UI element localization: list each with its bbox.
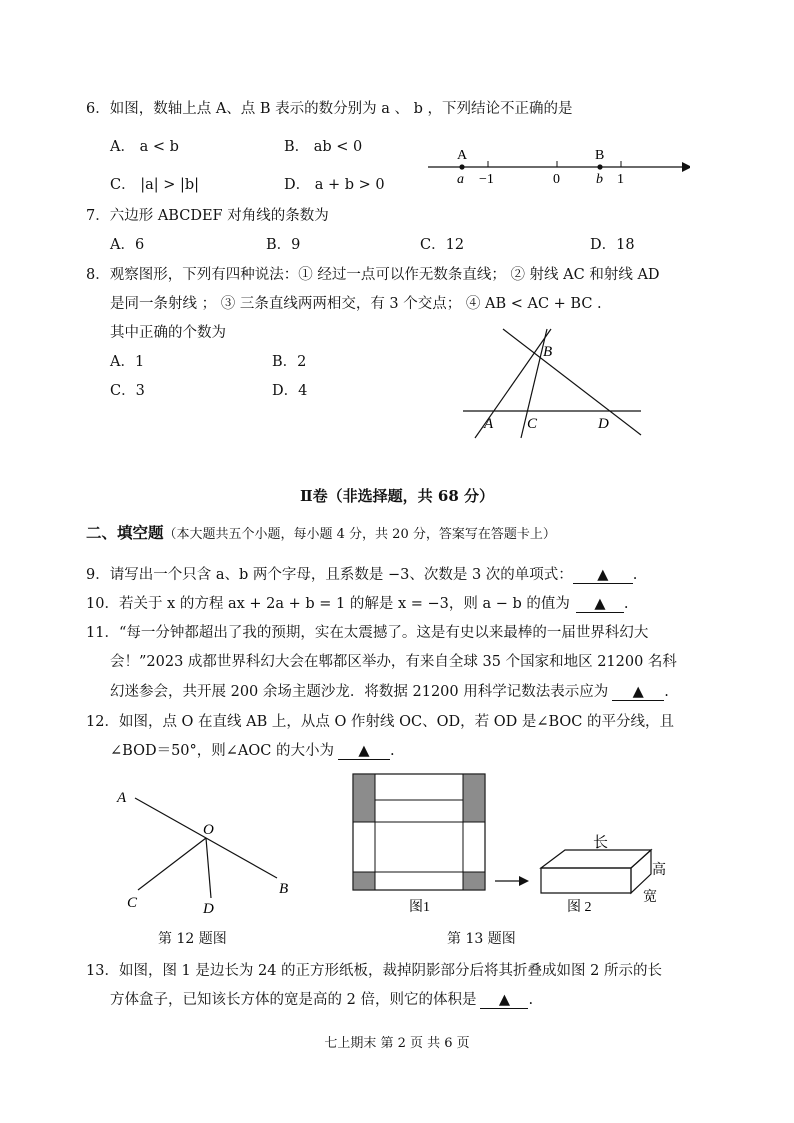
q8-line1: 8．观察图形，下列有四种说法：① 经过一点可以作无数条直线； ② 射线 AC 和射线 AD bbox=[86, 267, 660, 283]
q10-answer-blank: ▲ bbox=[576, 596, 624, 613]
q6-stem: 6．如图，数轴上点 A、点 B 表示的数分别为 a 、 b ，下列结论不正确的是 bbox=[86, 101, 573, 117]
q9 bbox=[86, 563, 637, 584]
q9-end: . bbox=[632, 567, 638, 583]
page-footer: 七上期末 第 2 页 共 6 页 bbox=[324, 1036, 470, 1051]
q11-line3-text: 幻迷参会，共开展 200 余场主题沙龙．将数据 21200 用科学记数法表示应为 bbox=[110, 684, 609, 700]
q6-option-b: B． ab < 0 bbox=[284, 139, 363, 155]
arrow-head bbox=[519, 876, 529, 886]
q7-option-d: D．18 bbox=[590, 237, 635, 253]
q11-line2: 会！”2023 成都世界科幻大会在郫都区举办，有来自全球 35 个国家和地区 21200 名科 bbox=[110, 654, 677, 670]
fill-heading bbox=[86, 521, 556, 543]
q12-answer-blank: ▲ bbox=[338, 743, 390, 760]
label-d: D bbox=[598, 416, 609, 432]
q13-line2 bbox=[110, 988, 533, 1009]
point-a-dot bbox=[459, 164, 464, 169]
box-front bbox=[541, 868, 631, 893]
q7-stem: 7．六边形 ABCDEF 对角线的条数为 bbox=[86, 208, 329, 224]
label-a: A bbox=[117, 790, 127, 806]
ray-od bbox=[206, 838, 211, 898]
q13-caption: 第 13 题图 bbox=[447, 931, 516, 947]
label-b: B bbox=[279, 881, 289, 897]
q12-line2 bbox=[110, 739, 395, 760]
section-title: Ⅱ卷（非选择题，共 68 分） bbox=[300, 487, 494, 505]
q13-answer-blank: ▲ bbox=[480, 992, 528, 1009]
label-c: C bbox=[527, 416, 538, 432]
length-label: 长 bbox=[593, 835, 609, 851]
q13-line1: 13．如图，图 1 是边长为 24 的正方形纸板，裁掉阴影部分后将其折叠成如图 2 所示的长 bbox=[86, 963, 663, 979]
label-one: 1 bbox=[617, 172, 624, 187]
q11-line1: 11．“每一分钟都超出了我的预期，实在太震撼了。这是有史以来最棒的一届世界科幻大 bbox=[86, 625, 649, 641]
q12-figure bbox=[105, 780, 305, 920]
fig2-label: 图 2 bbox=[567, 900, 592, 915]
height-label: 高 bbox=[652, 863, 666, 878]
fig1-label: 图1 bbox=[409, 900, 430, 915]
shade-tl bbox=[353, 774, 375, 822]
q8-line3: 其中正确的个数为 bbox=[110, 325, 226, 341]
q10 bbox=[86, 592, 629, 613]
q8-line2: 是同一条射线 ； ③ 三条直线两两相交，有 3 个交点； ④ AB < AC + BC . bbox=[110, 296, 602, 312]
q6-option-d: D． a + b > 0 bbox=[284, 177, 385, 193]
q7-option-c: C．12 bbox=[420, 237, 465, 253]
label-o: O bbox=[203, 822, 214, 838]
label-neg1: −1 bbox=[479, 172, 494, 187]
label-a: a bbox=[457, 172, 464, 187]
q8-option-c: C．3 bbox=[110, 383, 145, 399]
q11-answer-blank: ▲ bbox=[612, 684, 664, 701]
q13-figure bbox=[345, 770, 675, 920]
shade-br bbox=[463, 872, 485, 890]
label-zero: 0 bbox=[553, 172, 560, 187]
number-line-figure bbox=[420, 145, 690, 190]
q6-option-a: A． a < b bbox=[110, 139, 179, 155]
q9-text: 9．请写出一个只含 a、b 两个字母，且系数是 −3、次数是 3 次的单项式： bbox=[86, 567, 573, 583]
label-b: B bbox=[543, 344, 553, 360]
shade-bl bbox=[353, 872, 375, 890]
q8-figure bbox=[455, 325, 650, 445]
q13-line2-text: 方体盒子，已知该长方体的宽是高的 2 倍，则它的体积是 bbox=[110, 992, 477, 1008]
point-b-dot bbox=[597, 164, 602, 169]
q10-end: . bbox=[623, 596, 629, 612]
line-bd bbox=[503, 329, 641, 435]
q9-answer-blank: ▲ bbox=[573, 567, 633, 584]
q10-text: 10．若关于 x 的方程 ax + 2a + b = 1 的解是 x = −3，则 a − b 的值为 bbox=[86, 596, 570, 612]
q12-end: . bbox=[390, 743, 395, 759]
number-line-arrow bbox=[682, 162, 690, 172]
fill-title: 二、填空题 bbox=[86, 523, 164, 542]
label-a: A bbox=[484, 416, 494, 432]
label-d: D bbox=[203, 901, 214, 917]
ray-oc bbox=[138, 838, 206, 890]
q11-end: . bbox=[664, 684, 669, 700]
shade-tr bbox=[463, 774, 485, 822]
q11-line3 bbox=[110, 680, 669, 701]
box-side bbox=[631, 850, 651, 893]
q8-option-b: B．2 bbox=[272, 354, 307, 370]
q12-line1: 12．如图，点 O 在直线 AB 上，从点 O 作射线 OC、OD，若 OD 是∠BOC 的平分线，且 bbox=[86, 714, 675, 730]
q7-option-b: B．9 bbox=[266, 237, 301, 253]
q6-option-c: C． |a| > |b| bbox=[110, 177, 200, 193]
label-point-a: A bbox=[457, 148, 468, 163]
q13-end: . bbox=[528, 992, 534, 1008]
label-b: b bbox=[596, 172, 603, 187]
q12-caption: 第 12 题图 bbox=[158, 931, 227, 947]
q8-option-d: D．4 bbox=[272, 383, 308, 399]
q8-option-a: A．1 bbox=[110, 354, 145, 370]
width-label: 宽 bbox=[643, 890, 657, 905]
q12-line2-text: ∠BOD＝50°，则∠AOC 的大小为 bbox=[110, 743, 334, 759]
fill-note: （本大题共五个小题，每小题 4 分，共 20 分，答案写在答题卡上） bbox=[163, 527, 556, 542]
label-c: C bbox=[127, 895, 138, 911]
label-point-b: B bbox=[595, 148, 605, 163]
q7-option-a: A．6 bbox=[110, 237, 145, 253]
